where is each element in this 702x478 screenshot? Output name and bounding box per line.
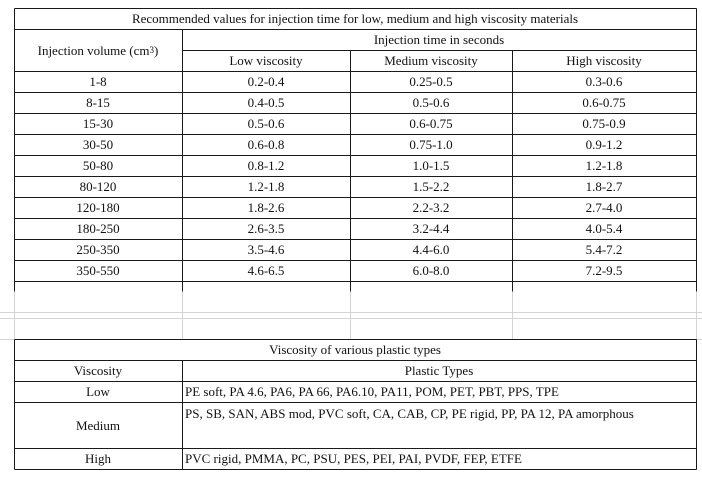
viscosity-level-low[interactable]: Low (86, 384, 110, 399)
medium-viscosity-time-cell[interactable]: 6.0-8.0 (412, 263, 450, 278)
high-viscosity-time-cell[interactable]: 1.2-1.8 (585, 158, 623, 173)
medium-viscosity-time-cell[interactable]: 3.2-4.4 (412, 221, 450, 236)
low-viscosity-time-cell[interactable]: 0.8-1.2 (247, 158, 285, 173)
medium-viscosity-time-cell[interactable]: 0.25-0.5 (409, 74, 453, 89)
plastic-types-column-header[interactable]: Plastic Types (404, 363, 474, 378)
medium-viscosity-time-cell[interactable]: 0.75-1.0 (409, 137, 453, 152)
plastic-types-low[interactable]: PE soft, PA 4.6, PA6, PA 66, PA6.10, PA11, POM, PET, PBT, PPS, TPE (185, 384, 559, 399)
injection-volume-cell[interactable]: 50-80 (82, 158, 114, 173)
high-viscosity-time-cell[interactable]: 4.0-5.4 (585, 221, 623, 236)
injection-volume-cell[interactable]: 250-350 (76, 242, 120, 257)
low-viscosity-time-cell[interactable]: 3.5-4.6 (247, 242, 285, 257)
plastic-types-high[interactable]: PVC rigid, PMMA, PC, PSU, PES, PEI, PAI, PVDF, FEP, ETFE (185, 451, 522, 466)
injection-volume-cell[interactable]: 120-180 (76, 200, 120, 215)
low-viscosity-time-cell[interactable]: 0.4-0.5 (247, 95, 285, 110)
high-viscosity-time-cell[interactable]: 5.4-7.2 (585, 242, 623, 257)
injection-time-header[interactable]: Injection time in seconds (373, 32, 505, 47)
injection-volume-cell[interactable]: 180-250 (76, 221, 120, 236)
volume-header-close: ) (154, 42, 159, 58)
low-viscosity-time-cell[interactable]: 2.6-3.5 (247, 221, 285, 236)
low-viscosity-time-cell[interactable]: 0.5-0.6 (247, 116, 285, 131)
high-viscosity-time-cell[interactable]: 0.3-0.6 (585, 74, 623, 89)
medium-viscosity-time-cell[interactable]: 1.5-2.2 (412, 179, 450, 194)
injection-volume-cell[interactable]: 80-120 (79, 179, 117, 194)
injection-volume-cell[interactable]: 15-30 (82, 116, 114, 131)
column-header-low-viscosity[interactable]: Low viscosity (229, 53, 303, 68)
high-viscosity-time-cell[interactable]: 7.2-9.5 (585, 263, 623, 278)
injection-table-title[interactable]: Recommended values for injection time for low, medium and high viscosity materials (131, 11, 579, 26)
low-viscosity-time-cell[interactable]: 0.6-0.8 (247, 137, 285, 152)
column-header-medium-viscosity[interactable]: Medium viscosity (384, 53, 478, 68)
medium-viscosity-time-cell[interactable]: 0.6-0.75 (409, 116, 453, 131)
medium-viscosity-time-cell[interactable]: 0.5-0.6 (412, 95, 450, 110)
high-viscosity-time-cell[interactable]: 1.8-2.7 (585, 179, 623, 194)
plastic-types-medium[interactable]: PS, SB, SAN, ABS mod, PVC soft, CA, CAB, CP, PE rigid, PP, PA 12, PA amorphous (185, 406, 634, 421)
high-viscosity-time-cell[interactable]: 0.9-1.2 (585, 137, 623, 152)
column-header-high-viscosity[interactable]: High viscosity (566, 53, 642, 68)
viscosity-level-high[interactable]: High (85, 451, 111, 466)
low-viscosity-time-cell[interactable]: 0.2-0.4 (247, 74, 285, 89)
high-viscosity-time-cell[interactable]: 0.6-0.75 (582, 95, 626, 110)
medium-viscosity-time-cell[interactable]: 2.2-3.2 (412, 200, 450, 215)
injection-volume-cell[interactable]: 1-8 (89, 74, 107, 89)
injection-volume-cell[interactable]: 350-550 (76, 263, 120, 278)
injection-volume-header[interactable]: Injection volume (cm 3 ) (37, 42, 159, 58)
viscosity-level-medium[interactable]: Medium (75, 417, 121, 433)
low-viscosity-time-cell[interactable]: 4.6-6.5 (247, 263, 285, 278)
low-viscosity-time-cell[interactable]: 1.2-1.8 (247, 179, 285, 194)
injection-volume-cell[interactable]: 8-15 (86, 95, 110, 110)
high-viscosity-time-cell[interactable]: 0.75-0.9 (582, 116, 626, 131)
medium-viscosity-time-cell[interactable]: 4.4-6.0 (412, 242, 450, 257)
low-viscosity-time-cell[interactable]: 1.8-2.6 (247, 200, 285, 215)
volume-header-text: Injection volume (cm (37, 42, 150, 58)
viscosity-column-header[interactable]: Viscosity (73, 363, 123, 378)
medium-viscosity-time-cell[interactable]: 1.0-1.5 (412, 158, 450, 173)
injection-volume-cell[interactable]: 30-50 (82, 137, 114, 152)
high-viscosity-time-cell[interactable]: 2.7-4.0 (585, 200, 623, 215)
viscosity-table-title[interactable]: Viscosity of various plastic types (269, 342, 441, 357)
